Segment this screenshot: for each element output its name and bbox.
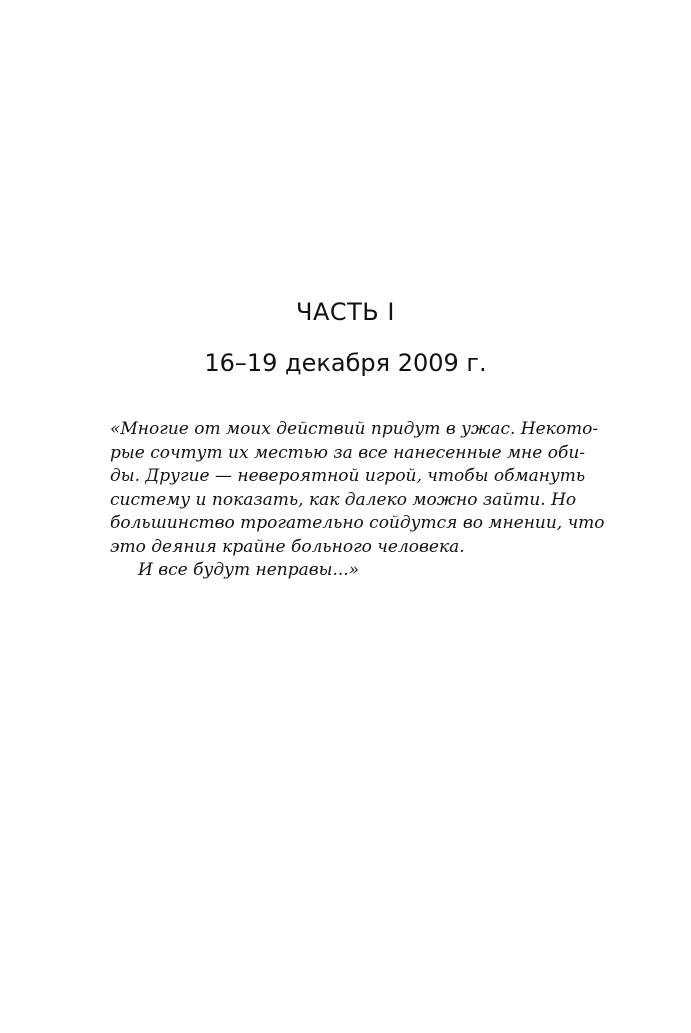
epigraph-line: большинство трогательно сойдутся во мнении, что: [110, 513, 605, 533]
part-date-range: 16–19 декабря 2009 г.: [204, 349, 487, 377]
epigraph-line: И все будут неправы...»: [138, 560, 360, 580]
epigraph-line: это деяния крайне больного человека.: [110, 536, 465, 557]
epigraph-line: систему и показать, как далеко можно зайти. Но: [110, 489, 577, 510]
epigraph-line: ды. Другие — невероятной игрой, чтобы обмануть: [110, 466, 586, 486]
epigraph-line: «Многие от моих действий придут в ужас. Некото-: [110, 419, 599, 439]
epigraph-quote: [110, 418, 605, 583]
epigraph-line: рые сочтут их местью за все нанесенные мне оби-: [110, 442, 586, 463]
part-title: ЧАСТЬ I: [296, 298, 395, 326]
